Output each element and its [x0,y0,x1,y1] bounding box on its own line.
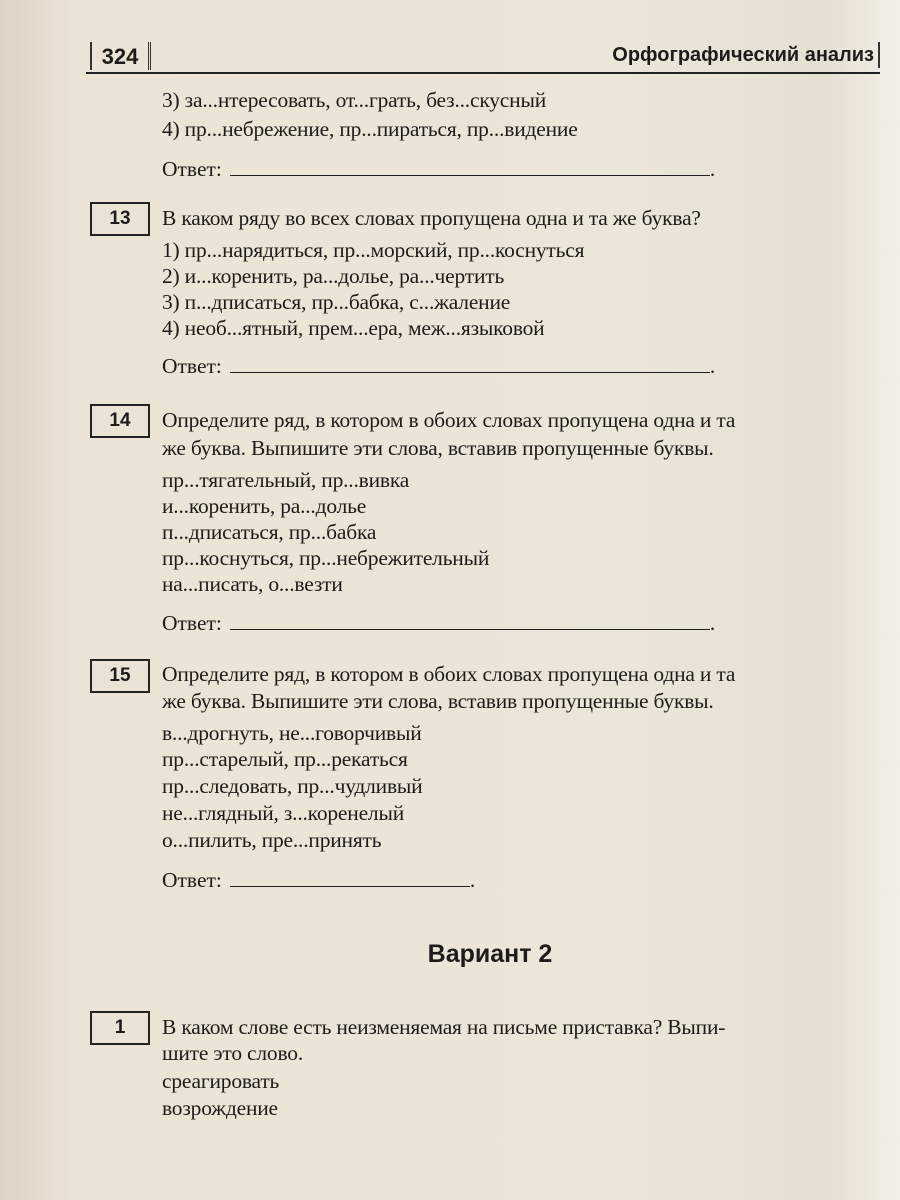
option: 3) за...нтересовать, от...грать, без...скусный [162,88,547,112]
answer-label: Ответ: [162,868,222,892]
task-number: 13 [90,202,150,236]
answer-blank[interactable] [230,866,470,887]
option: пр...коснуться, пр...небрежительный [162,546,490,570]
answer-label: Ответ: [162,354,222,378]
option: пр...следовать, пр...чудливый [162,774,423,798]
question: же буква. Выпишите эти слова, вставив пропущенные буквы. [162,436,714,460]
option: не...глядный, з...коренелый [162,801,405,825]
option: 4) необ...ятный, прем...ера, меж...языковой [162,316,545,340]
section-title: Орфографический анализ [612,42,880,68]
question: Определите ряд, в котором в обоих словах пропущена одна и та [162,408,736,432]
option: 4) пр...небрежение, пр...пираться, пр...видение [162,117,578,141]
variant-title: Вариант 2 [427,940,553,968]
option: пр...тягательный, пр...вивка [162,468,410,492]
option: на...писать, о...везти [162,572,343,596]
answer-line: Ответ: . [162,611,716,635]
option: 3) п...дписаться, пр...бабка, с...жаление [162,290,511,314]
answer-blank[interactable] [230,155,710,176]
question: В каком слове есть неизменяемая на письме приставка? Выпи- [162,1015,726,1039]
answer-blank[interactable] [230,609,710,630]
option: 1) пр...нарядиться, пр...морский, пр...коснуться [162,238,585,262]
option: и...коренить, ра...долье [162,494,367,518]
question: шите это слово. [162,1041,303,1065]
option: о...пилить, пре...принять [162,828,382,852]
option: 2) и...коренить, ра...долье, ра...чертить [162,264,505,288]
option: среагировать [162,1069,280,1093]
answer-label: Ответ: [162,611,222,635]
question: же буква. Выпишите эти слова, вставив пропущенные буквы. [162,689,714,713]
answer-label: Ответ: [162,157,222,181]
option: п...дписаться, пр...бабка [162,520,377,544]
question: В каком ряду во всех словах пропущена одна и та же буква? [162,206,701,230]
task-number: 14 [90,404,150,438]
option: возрождение [162,1096,278,1120]
task-number: 1 [90,1011,150,1045]
option: в...дрогнуть, не...говорчивый [162,721,422,745]
answer-line: Ответ: . [162,868,476,892]
page-number: 324 [90,42,151,70]
page-header [86,40,880,74]
answer-line: Ответ: . [162,354,716,378]
option: пр...старелый, пр...рекаться [162,747,408,771]
answer-blank[interactable] [230,352,710,373]
answer-line: Ответ: . [162,157,716,181]
question: Определите ряд, в котором в обоих словах пропущена одна и та [162,662,736,686]
task-number: 15 [90,659,150,693]
